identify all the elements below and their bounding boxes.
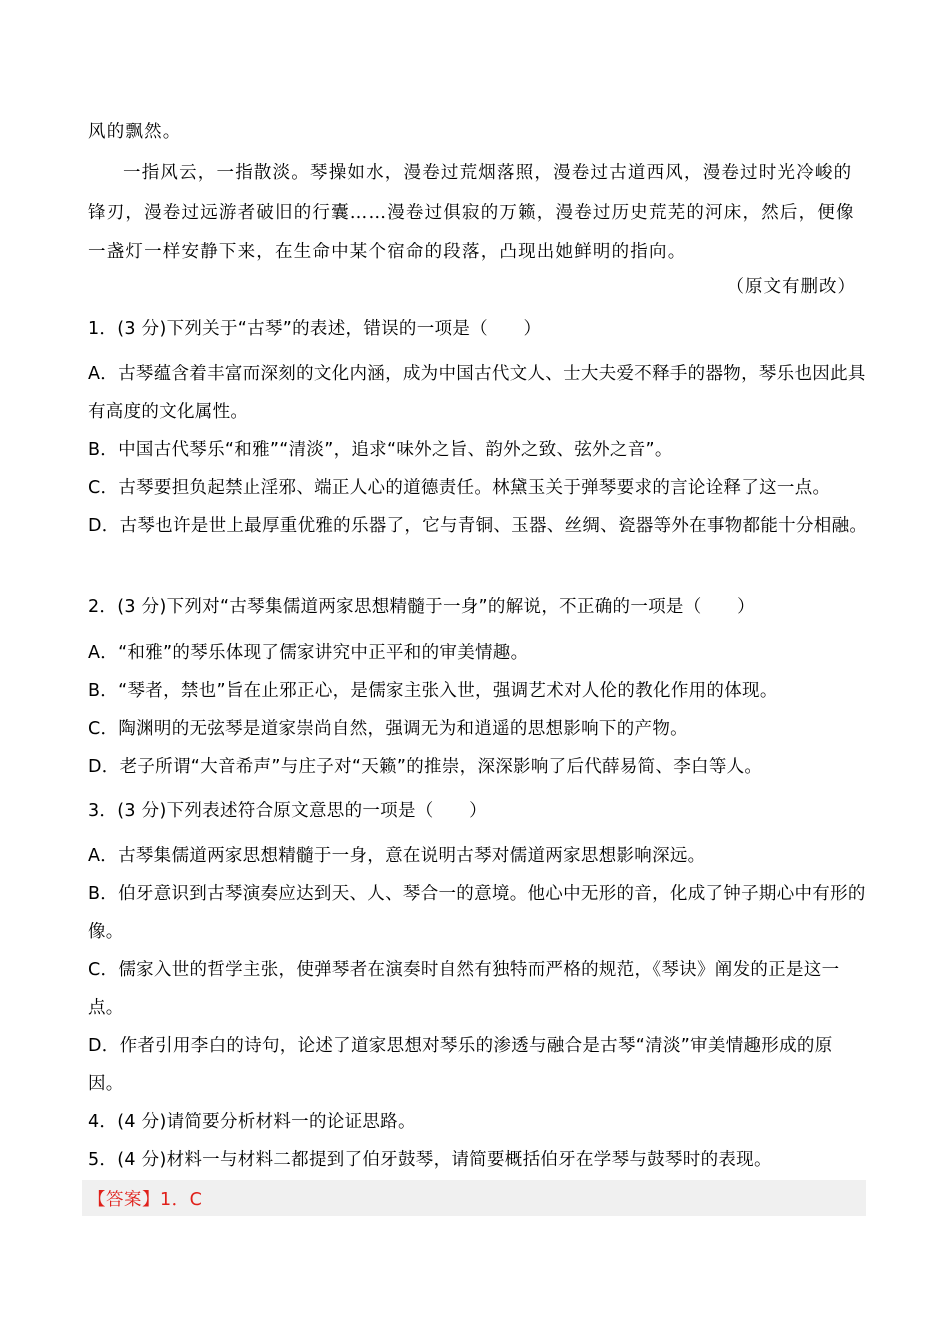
option-b: B．“琴者，禁也”旨在止邪正心，是儒家主张入世，强调艺术对人伦的教化作用的体现。 [88,681,778,701]
question-5: 5．(4 分)材料一与材料二都提到了伯牙鼓琴，请简要概括伯牙在学琴与鼓琴时的表现。 [88,1150,772,1170]
question-stem: 2．(3 分)下列对“古琴集儒道两家思想精髓于一身”的解说，不正确的一项是（ ） [88,597,755,617]
answer-bar [82,1180,866,1216]
option-b: B．中国古代琴乐“和雅”“清淡”，追求“味外之旨、韵外之致、弦外之音”。 [88,440,673,460]
option-c: C．陶渊明的无弦琴是道家崇尚自然，强调无为和逍遥的思想影响下的产物。 [88,719,688,739]
question-stem: 1．(3 分)下列关于“古琴”的表述，错误的一项是（ ） [88,319,542,339]
passage-line: 风的飘然。 [88,122,182,142]
question-4: 4．(4 分)请简要分析材料一的论证思路。 [88,1112,416,1132]
option-d: D．老子所谓“大音希声”与庄子对“天籁”的推崇，深深影响了后代薛易简、李白等人。 [88,757,763,777]
option-b: B．伯牙意识到古琴演奏应达到天、人、琴合一的意境。他心中无形的音，化成了钟子期心中有形的像。 [88,884,866,942]
passage-line: 一盏灯一样安静下来，在生命中某个宿命的段落，凸现出她鲜明的指向。 [88,242,687,262]
passage-line: 锋刃，漫卷过远游者破旧的行囊……漫卷过俱寂的万籁，漫卷过历史荒芜的河床，然后，便像 [88,203,855,223]
question-stem: 3．(3 分)下列表述符合原文意思的一项是（ ） [88,801,487,821]
option-a: A．古琴蕴含着丰富而深刻的文化内涵，成为中国古代文人、士大夫爱不释手的器物，琴乐也因此具有高度的文化属性。 [88,364,866,422]
option-a: A．“和雅”的琴乐体现了儒家讲究中正平和的审美情趣。 [88,643,529,663]
option-c: C．儒家入世的哲学主张，使弹琴者在演奏时自然有独特而严格的规范，《琴诀》阐发的正是这一点。 [88,960,840,1018]
source-note: （原文有删改） [726,277,856,297]
option-d: D．作者引用李白的诗句，论述了道家思想对琴乐的渗透与融合是古琴“清淡”审美情趣形成的原因。 [88,1036,833,1094]
answer-label: 【答案】1．C [88,1190,203,1210]
option-a: A．古琴集儒道两家思想精髓于一身，意在说明古琴对儒道两家思想影响深远。 [88,846,706,866]
option-d: D．古琴也许是世上最厚重优雅的乐器了，它与青铜、玉器、丝绸、瓷器等外在事物都能十分相融。 [88,516,868,536]
passage-line: 一指风云，一指散淡。琴操如水，漫卷过荒烟落照，漫卷过古道西风，漫卷过时光冷峻的 [123,163,853,183]
option-c: C．古琴要担负起禁止淫邪、端正人心的道德责任。林黛玉关于弹琴要求的言论诠释了这一点。 [88,478,831,498]
